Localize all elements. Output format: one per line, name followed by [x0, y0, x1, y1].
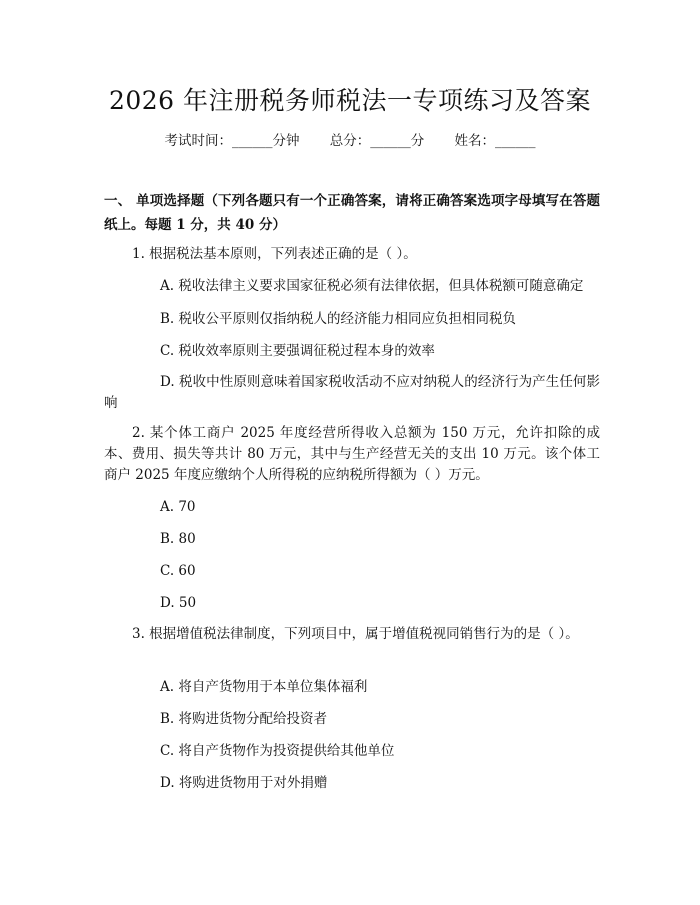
question-1-option-a: A. 税收法律主义要求国家征税必须有法律依据，但具体税额可随意确定 — [160, 278, 584, 294]
question-1-stem: 1. 根据税法基本原则，下列表述正确的是（ ）。 — [132, 246, 417, 262]
section-heading: 一、 单项选择题（下列各题只有一个正确答案，请将正确答案选项字母填写在答题纸上。每题 1 分，共 40 分） — [104, 193, 600, 233]
question-2-stem: 2. 某个体工商户 2025 年度经营所得收入总额为 150 万元，允许扣除的成本、费用、损失等共计 80 万元，其中与生产经营无关的支出 10 万元。该个体工商户 2025 年度应缴纳个人所得税的应纳税所得额为（ ）万元。 — [104, 425, 600, 483]
question-3-stem: 3. 根据增值税法律制度，下列项目中，属于增值税视同销售行为的是（ ）。 — [132, 626, 579, 642]
question-3-option-c: C. 将自产货物作为投资提供给其他单位 — [160, 743, 395, 759]
question-2-option-a: A. 70 — [160, 499, 196, 515]
question-1-option-d: D. 税收中性原则意味着国家税收活动不应对纳税人的经济行为产生任何影响 — [104, 374, 600, 411]
question-2-option-d: D. 50 — [160, 595, 197, 611]
question-1-option-c: C. 税收效率原则主要强调征税过程本身的效率 — [160, 343, 435, 359]
question-3-option-d: D. 将购进货物用于对外捐赠 — [160, 775, 328, 791]
question-3-option-b: B. 将购进货物分配给投资者 — [160, 711, 328, 727]
total-score-field: 总分：______分 — [329, 133, 425, 149]
name-field: 姓名：______ — [454, 133, 536, 149]
exam-meta-line — [0, 131, 700, 151]
question-1-option-b: B. 税收公平原则仅指纳税人的经济能力相同应负担相同税负 — [160, 311, 517, 327]
document-title: 2026 年注册税务师税法一专项练习及答案 — [108, 86, 592, 115]
exam-time-field: 考试时间：______分钟 — [164, 133, 300, 149]
question-2-option-b: B. 80 — [160, 531, 196, 547]
question-2-option-c: C. 60 — [160, 563, 196, 579]
question-3-option-a: A. 将自产货物用于本单位集体福利 — [160, 679, 368, 695]
